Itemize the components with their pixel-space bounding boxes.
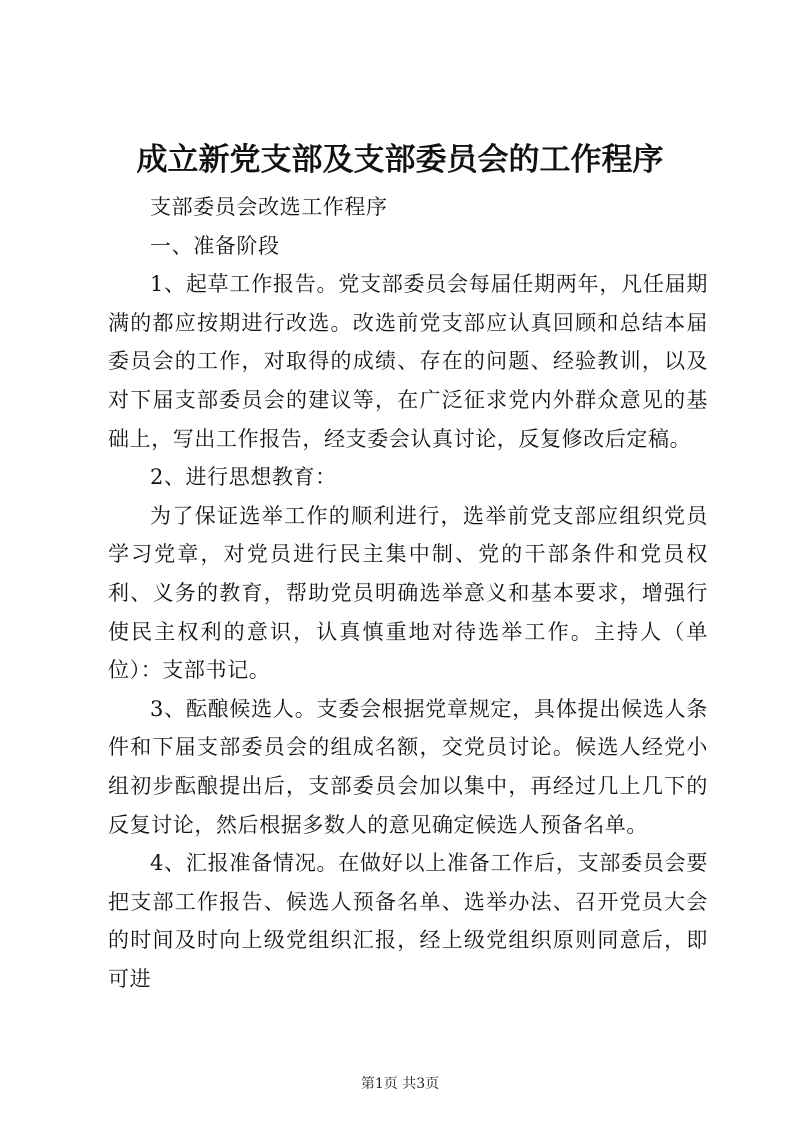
paragraph-ideological-education: 为了保证选举工作的顺利进行，选举前党支部应组织党员学习党章，对党员进行民主集中制、党的干部条件和党员权利、义务的教育，帮助党员明确选举意义和基本要求，增强行使民主权利的意识，认真慎重地对待选举工作。主持人（单位）：支部书记。	[108, 503, 708, 683]
document-body	[108, 188, 708, 998]
paragraph-ideological-education-heading: 2、进行思想教育：	[150, 465, 337, 490]
paragraph-report-preparation: 4、汇报准备情况。在做好以上准备工作后，支部委员会要把支部工作报告、候选人预备名单、选举办法、召开党员大会的时间及时向上级党组织汇报，经上级党组织原则同意后，即可进	[108, 851, 708, 991]
page-number-footer: 第1页 共3页	[360, 1076, 440, 1092]
paragraph-draft-report: 1、起草工作报告。党支部委员会每届任期两年，凡任届期满的都应按期进行改选。改选前党支部应认真回顾和总结本届委员会的工作，对取得的成绩、存在的问题、经验教训，以及对下届支部委员会的建议等，在广泛征求党内外群众意见的基础上，写出工作报告，经支委会认真讨论，反复修改后定稿。	[108, 272, 708, 451]
subtitle-paragraph: 支部委员会改选工作程序	[150, 195, 388, 219]
section-heading-preparation: 一、准备阶段	[150, 233, 280, 258]
document-title: 成立新党支部及支部委员会的工作程序	[136, 142, 664, 178]
paragraph-candidates: 3、酝酿候选人。支委会根据党章规定，具体提出候选人条件和下届支部委员会的组成名额，交党员讨论。候选人经党小组初步酝酿提出后，支部委员会加以集中，再经过几上几下的反复讨论，然后根据多数人的意见确定候选人预备名单。	[108, 696, 708, 837]
